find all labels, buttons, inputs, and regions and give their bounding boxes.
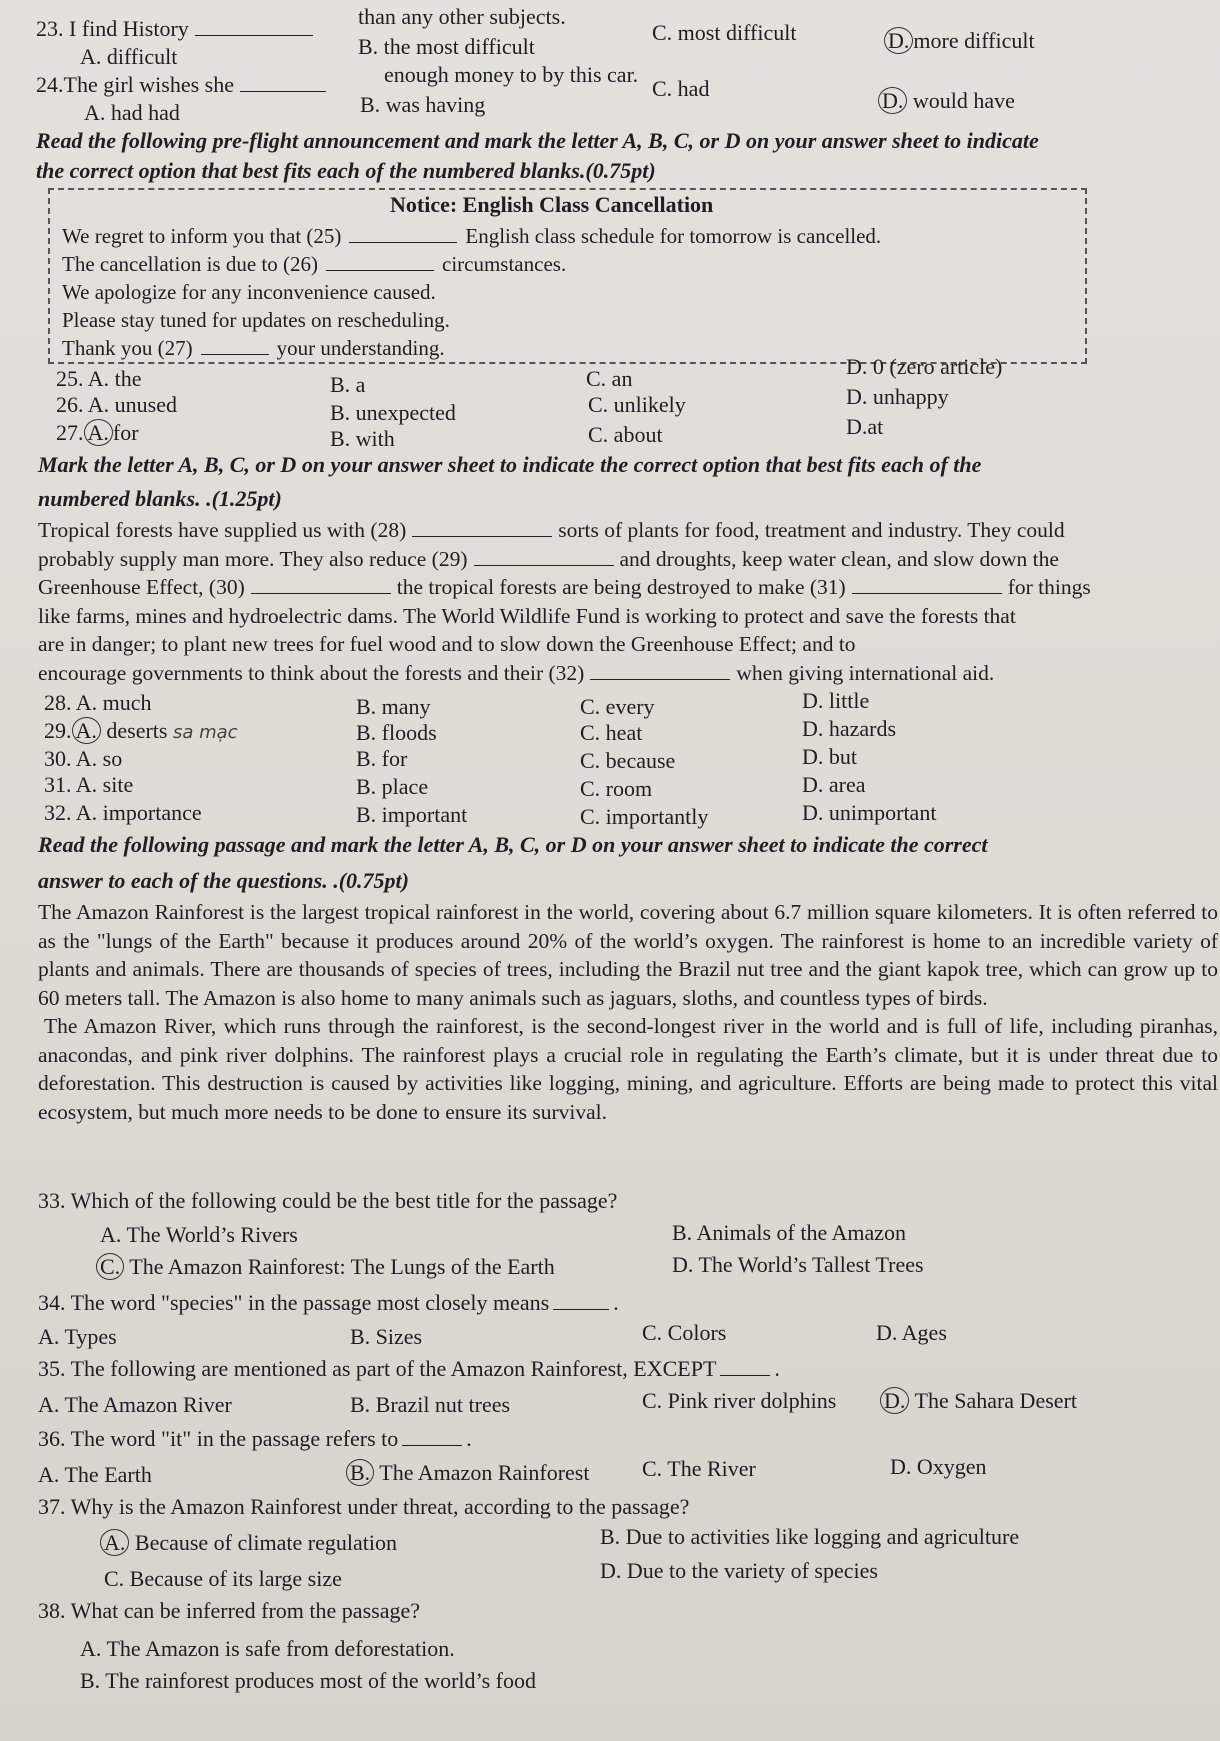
q30-option-d: D. but: [802, 744, 857, 769]
q33-stem: 33. Which of the following could be the best title for the passage?: [38, 1188, 618, 1213]
q29-option-b: B. floods: [356, 720, 437, 745]
q31-option-c: C. room: [580, 776, 653, 801]
q31-option-d: D. area: [802, 772, 866, 797]
q35-stem: 35. The following are mentioned as part of the Amazon Rainforest, EXCEPT .: [38, 1356, 780, 1381]
notice-box: [48, 188, 1087, 364]
section3-directions-line2: answer to each of the questions. .(0.75pt): [38, 868, 409, 893]
q34-option-b: B. Sizes: [350, 1324, 423, 1349]
answer-circle-mark: C.: [96, 1253, 124, 1280]
handwritten-note: sa mạc: [172, 722, 238, 743]
q24-stem-end: enough money to by this car.: [384, 62, 639, 87]
cloze-line-29: probably supply man more. They also reduce (29) and droughts, keep water clean, and slow down the: [38, 546, 1059, 571]
q28-option-c: C. every: [580, 694, 655, 719]
q27-option-b: B. with: [330, 426, 395, 451]
q34-option-c: C. Colors: [642, 1320, 727, 1345]
cloze-passage: [38, 516, 1218, 687]
q35-option-b: B. Brazil nut trees: [350, 1392, 511, 1417]
q23-stem: 23. I find History: [36, 16, 319, 42]
q35-option-c: C. Pink river dolphins: [642, 1388, 837, 1413]
q31-option-b: B. place: [356, 774, 429, 799]
q26-option-a: 26. A. unused: [56, 392, 177, 417]
q24-option-d: D. would have: [878, 88, 1015, 114]
q38-stem: 38. What can be inferred from the passage?: [38, 1598, 420, 1623]
reading-paragraph-2: The Amazon River, which runs through the rainforest, is the second-longest river in the world and is full of life, including piranhas, anacondas, and pink river dolphins. The rainforest plays a crucial role in regulating the Earth’s climate, but it is under threat due to deforestation. This destruction is caused by activities like logging, mining, and agriculture. Efforts are being made to protect this vital ecosystem, but much more needs to be done to ensure its survival.: [38, 1014, 1218, 1124]
cloze-line-32: encourage governments to think about the forests and their (32) when giving international aid.: [38, 660, 995, 685]
q30-option-b: B. for: [356, 746, 408, 771]
q30-option-c: C. because: [580, 748, 676, 773]
q23-stem-end: than any other subjects.: [358, 4, 566, 29]
q33-option-a: A. The World’s Rivers: [100, 1222, 298, 1247]
q30-option-a: 30. A. so: [44, 746, 123, 771]
q25-option-c: C. an: [586, 366, 633, 391]
answer-circle-mark: A.: [84, 419, 113, 446]
q36-option-a: A. The Earth: [38, 1462, 152, 1487]
q33-option-d: D. The World’s Tallest Trees: [672, 1252, 924, 1277]
q26-option-c: C. unlikely: [588, 392, 686, 417]
q32-option-b: B. important: [356, 802, 468, 827]
q36-option-b: B. The Amazon Rainforest: [346, 1460, 589, 1486]
q37-option-a: A. Because of climate regulation: [100, 1530, 397, 1556]
q25-option-d: D. 0 (zero article): [846, 354, 1003, 379]
cloze-line-4: like farms, mines and hydroelectric dams. The World Wildlife Fund is working to protect and save the forests that: [38, 603, 1016, 628]
q29-option-a: 29. A. deserts sa mạc: [44, 718, 238, 743]
q34-stem: 34. The word "species" in the passage most closely means .: [38, 1290, 619, 1315]
q32-option-a: 32. A. importance: [44, 800, 202, 825]
q32-option-d: D. unimportant: [802, 800, 937, 825]
q23-option-d: D. more difficult: [884, 28, 1035, 54]
q25-option-a: 25. A. the: [56, 366, 142, 391]
q24-option-a: A. had had: [84, 100, 180, 125]
answer-circle-mark: A.: [100, 1529, 129, 1556]
q35-option-a: A. The Amazon River: [38, 1392, 232, 1417]
q23-option-a: A. difficult: [80, 44, 178, 69]
reading-paragraph-1: The Amazon Rainforest is the largest tropical rainforest in the world, covering about 6.7 million square kilometers. It is often referred to as the "lungs of the Earth" because it produces around 20% of the world’s oxygen. The rainforest is home to an incredible variety of plants and animals. There are thousands of species of trees, including the Brazil nut tree and the giant kapok tree, which can grow up to 60 meters tall. The Amazon is also home to many animals such as jaguars, sloths, and countless types of birds.: [38, 900, 1218, 1010]
notice-line-26: The cancellation is due to (26) circumstances.: [62, 252, 567, 276]
q35-option-d: D. The Sahara Desert: [880, 1388, 1077, 1414]
q27-option-a: 27. A. for: [56, 420, 139, 445]
section2-directions-line2: numbered blanks. .(1.25pt): [38, 486, 282, 511]
q26-option-d: D. unhappy: [846, 384, 949, 409]
section3-directions-line1: Read the following passage and mark the letter A, B, C, or D on your answer sheet to indicate the correct: [38, 832, 988, 857]
q28-option-d: D. little: [802, 688, 870, 713]
q24-option-b: B. was having: [360, 92, 486, 117]
cloze-line-30-31: Greenhouse Effect, (30) the tropical forests are being destroyed to make (31) for things: [38, 575, 1091, 599]
q34-option-a: A. Types: [38, 1324, 117, 1349]
q28-option-a: 28. A. much: [44, 690, 152, 715]
q37-option-b: B. Due to activities like logging and agriculture: [600, 1524, 1020, 1549]
q34-option-d: D. Ages: [876, 1320, 947, 1345]
notice-line-3: We apologize for any inconvenience caused.: [62, 280, 436, 304]
answer-circle-mark: D.: [880, 1387, 909, 1414]
q24-stem: 24.The girl wishes she: [36, 72, 332, 98]
q37-option-d: D. Due to the variety of species: [600, 1558, 878, 1583]
q23-option-c: C. most difficult: [652, 20, 797, 45]
answer-circle-mark: B.: [346, 1459, 374, 1486]
q27-option-d: D.at: [846, 414, 884, 439]
section2-directions-line1: Mark the letter A, B, C, or D on your answer sheet to indicate the correct option that best fits each of the: [38, 452, 982, 477]
answer-circle-mark: A.: [72, 717, 101, 744]
q25-option-b: B. a: [330, 372, 366, 397]
q37-stem: 37. Why is the Amazon Rainforest under threat, according to the passage?: [38, 1494, 690, 1519]
cloze-line-5: are in danger; to plant new trees for fuel wood and to slow down the Greenhouse Effect; and to: [38, 632, 856, 656]
cloze-line-28: Tropical forests have supplied us with (28) sorts of plants for food, treatment and industry. They could: [38, 518, 1065, 542]
q36-option-d: D. Oxygen: [890, 1454, 987, 1479]
q36-option-c: C. The River: [642, 1456, 756, 1481]
q33-option-b: B. Animals of the Amazon: [672, 1220, 907, 1245]
reading-passage: [38, 898, 1218, 1126]
q36-stem: 36. The word "it" in the passage refers to .: [38, 1426, 472, 1451]
q26-option-b: B. unexpected: [330, 400, 456, 425]
q27-option-c: C. about: [588, 422, 663, 447]
notice-line-25: We regret to inform you that (25) English class schedule for tomorrow is cancelled.: [62, 224, 882, 248]
q29-option-c: C. heat: [580, 720, 643, 745]
notice-line-27: Thank you (27) your understanding.: [62, 336, 445, 360]
section1-directions-line2: the correct option that best fits each of the numbered blanks.(0.75pt): [36, 158, 656, 183]
notice-title: Notice: English Class Cancellation: [390, 192, 714, 217]
q38-option-a: A. The Amazon is safe from deforestation.: [80, 1636, 455, 1661]
section1-directions-line1: Read the following pre-flight announcement and mark the letter A, B, C, or D on your answer sheet to indicate: [36, 128, 1039, 153]
q23-option-b: B. the most difficult: [358, 34, 535, 59]
q33-option-c: C. The Amazon Rainforest: The Lungs of the Earth: [96, 1254, 555, 1280]
q37-option-c: C. Because of its large size: [104, 1566, 342, 1591]
q31-option-a: 31. A. site: [44, 772, 134, 797]
q32-option-c: C. importantly: [580, 804, 709, 829]
q29-option-d: D. hazards: [802, 716, 897, 741]
q38-option-b: B. The rainforest produces most of the world’s food: [80, 1668, 537, 1693]
notice-line-4: Please stay tuned for updates on rescheduling.: [62, 308, 450, 332]
q24-option-c: C. had: [652, 76, 710, 101]
answer-circle-mark: D.: [884, 27, 913, 54]
q28-option-b: B. many: [356, 694, 431, 719]
answer-circle-mark: D.: [878, 87, 907, 114]
